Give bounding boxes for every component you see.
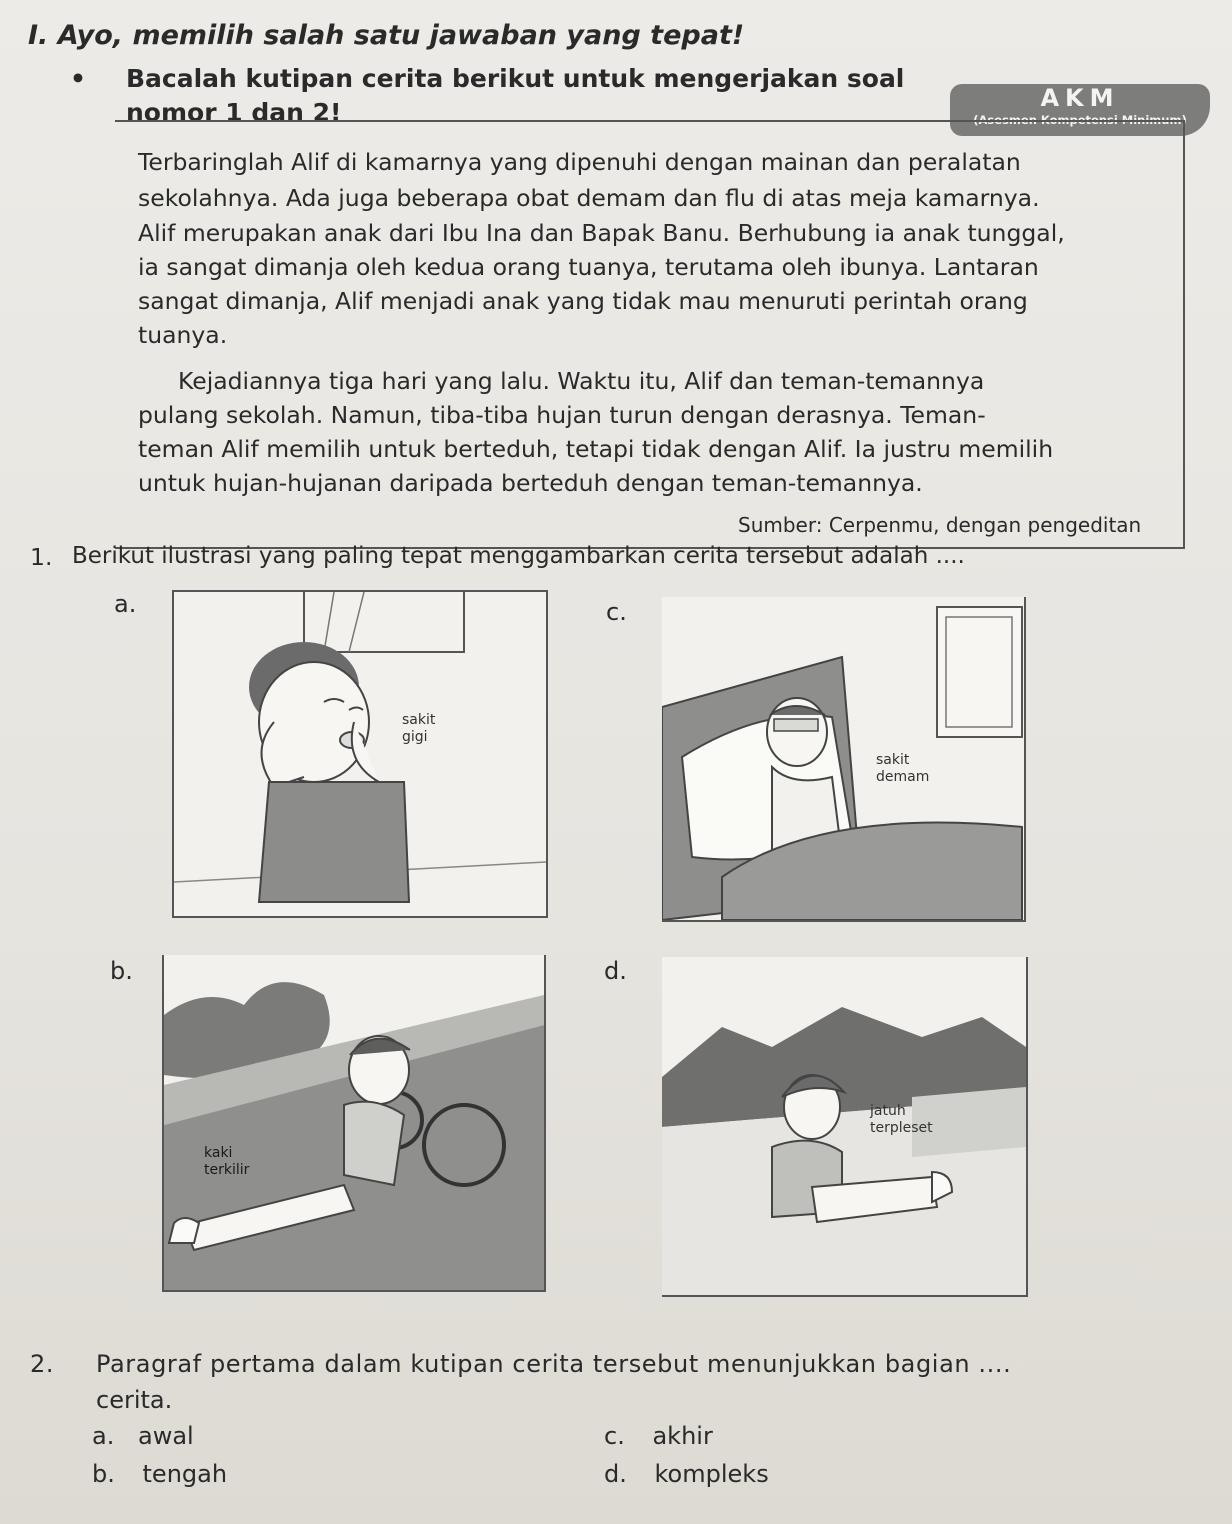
option-c-caption-line-2: demam — [876, 769, 930, 785]
story-line: Kejadiannya tiga hari yang lalu. Waktu itu, Alif dan teman-temannya — [178, 367, 985, 395]
story-line: tuanya. — [138, 321, 228, 349]
story-line: teman Alif memilih untuk berteduh, tetapi tidak dengan Alif. Ia justru memilih — [138, 435, 1054, 463]
toothache-boy-illustration — [174, 592, 546, 916]
instruction-bullet: • — [70, 64, 86, 93]
question-2-text-line-2: cerita. — [96, 1386, 173, 1414]
option-c-illustration[interactable] — [662, 597, 1026, 922]
option-d-caption — [870, 1103, 933, 1137]
option-c-label[interactable]: c. — [606, 598, 627, 626]
option-a-label[interactable]: a. — [114, 590, 137, 618]
answer-c-text: akhir — [652, 1422, 713, 1450]
answer-c-label: c. — [604, 1422, 625, 1450]
option-b-caption — [204, 1145, 249, 1179]
story-line: Terbaringlah Alif di kamarnya yang dipenuhi dengan mainan dan peralatan — [138, 148, 1021, 176]
instruction-line-2: nomor 1 dan 2! — [126, 98, 342, 127]
fever-boy-in-bed-illustration — [662, 597, 1024, 920]
option-b-caption-line-2: terkilir — [204, 1162, 250, 1178]
answer-a-text: awal — [137, 1422, 194, 1450]
story-line: Alif merupakan anak dari Ibu Ina dan Bapak Banu. Berhubung ia anak tunggal, — [138, 219, 1065, 247]
answer-c[interactable] — [604, 1422, 713, 1450]
answer-b-text: tengah — [142, 1460, 228, 1488]
akm-badge-title: AKM — [1040, 84, 1120, 112]
answer-a-label: a. — [92, 1422, 115, 1450]
akm-badge-subtitle: (Asesmen Kompetensi Minimum) — [973, 113, 1187, 127]
story-line: untuk hujan-hujanan daripada berteduh dengan teman-temannya. — [138, 469, 923, 497]
answer-a[interactable] — [92, 1422, 194, 1450]
answer-d-label: d. — [604, 1460, 627, 1488]
option-d-illustration[interactable] — [662, 957, 1028, 1297]
story-line: ia sangat dimanja oleh kedua orang tuanya, terutama oleh ibunya. Lantaran — [138, 253, 1039, 281]
question-2-text-line-1: Paragraf pertama dalam kutipan cerita tersebut menunjukkan bagian .... — [96, 1350, 1012, 1378]
answer-b-label: b. — [92, 1460, 115, 1488]
story-line: pulang sekolah. Namun, tiba-tiba hujan turun dengan derasnya. Teman- — [138, 401, 986, 429]
option-b-illustration[interactable] — [162, 955, 546, 1292]
option-a-caption-line-2: gigi — [402, 729, 428, 745]
story-source: Sumber: Cerpenmu, dengan pengeditan — [738, 513, 1142, 537]
option-b-label[interactable]: b. — [110, 957, 133, 985]
story-line: sekolahnya. Ada juga beberapa obat demam dan flu di atas meja kamarnya. — [138, 184, 1040, 212]
option-a-caption — [402, 712, 435, 746]
option-c-caption-line-1: sakit — [876, 752, 910, 768]
answer-b[interactable] — [92, 1460, 227, 1488]
section-title: I. Ayo, memilih salah satu jawaban yang tepat! — [28, 20, 745, 51]
sprained-ankle-boy-illustration — [164, 955, 544, 1290]
option-a-caption-line-1: sakit — [402, 712, 436, 728]
question-1-number: 1. — [30, 543, 53, 571]
option-b-caption-line-1: kaki — [204, 1145, 233, 1161]
option-d-label[interactable]: d. — [604, 957, 627, 985]
option-a-illustration[interactable] — [172, 590, 548, 918]
answer-d-text: kompleks — [654, 1460, 769, 1488]
answer-d[interactable] — [604, 1460, 769, 1488]
option-d-caption-line-2: terpleset — [870, 1120, 933, 1136]
story-line: sangat dimanja, Alif menjadi anak yang tidak mau menuruti perintah orang — [138, 287, 1028, 315]
option-d-caption-line-1: jatuh — [870, 1103, 906, 1119]
question-1-text: Berikut ilustrasi yang paling tepat menggambarkan cerita tersebut adalah .... — [72, 543, 965, 569]
instruction-line-1: Bacalah kutipan cerita berikut untuk mengerjakan soal — [126, 64, 905, 93]
slipped-boy-illustration — [662, 957, 1026, 1295]
question-2-number: 2. — [30, 1350, 55, 1378]
option-c-caption — [876, 752, 929, 786]
